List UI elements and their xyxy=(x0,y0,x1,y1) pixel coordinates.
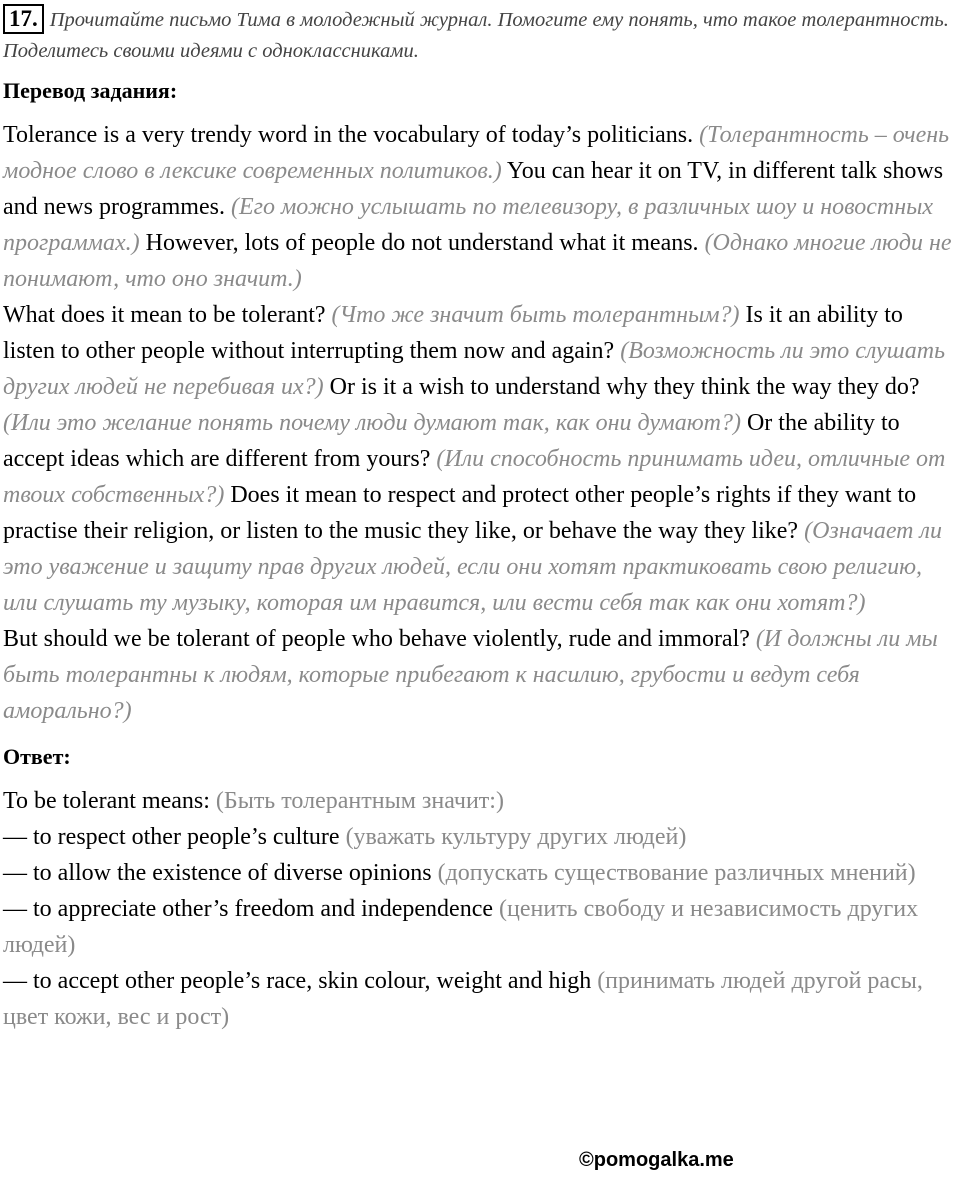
sentence-en: Is it an ability to listen to other people without interrupting them now and again? xyxy=(3,302,903,364)
sentence-ru: (Означает ли это уважение и защиту прав других людей, если они хотят практиковать свою религию, или слушать ту музыку, которая им нравится, или вести себя так как они хотят?) xyxy=(3,518,942,616)
answer-item-ru: (допускать существование различных мнений) xyxy=(437,860,916,886)
sentence-en: But should we be tolerant of people who behave violently, rude and immoral? xyxy=(3,626,750,652)
answer-heading: Ответ: xyxy=(3,744,71,769)
translation-paragraph xyxy=(3,621,958,729)
sentence-ru: (И должны ли мы быть толерантны к людям, которые прибегают к насилию, грубости и ведут себя аморально?) xyxy=(3,626,938,724)
task-number: 17. xyxy=(3,4,44,34)
answer-item-ru: (ценить свободу и независимость других людей) xyxy=(3,896,919,958)
sentence-ru: (Или способность принимать идеи, отличные от твоих собственных?) xyxy=(3,446,946,508)
answer-item-en: — to allow the existence of diverse opinions xyxy=(3,860,432,886)
answer-item xyxy=(3,855,958,891)
answer-item-en: — to accept other people’s race, skin colour, weight and high xyxy=(3,968,592,994)
translation-text xyxy=(3,117,958,729)
answer-intro-en: To be tolerant means: xyxy=(3,788,210,814)
answer-text xyxy=(3,783,958,1035)
sentence-en: You can hear it on TV, in different talk shows and news programmes. xyxy=(3,158,944,220)
translation-paragraph xyxy=(3,117,958,297)
answer-item-ru: (принимать людей другой расы, цвет кожи, вес и рост) xyxy=(3,968,923,1030)
watermark: ©pomogalka.me xyxy=(579,1149,734,1171)
answer-intro xyxy=(3,783,958,819)
sentence-en: Or the ability to accept ideas which are different from yours? xyxy=(3,410,900,472)
sentence-ru: (Толерантность – очень модное слово в лексике современных политиков.) xyxy=(3,122,950,184)
answer-item xyxy=(3,891,958,963)
answer-item xyxy=(3,819,958,855)
sentence-en: Does it mean to respect and protect other people’s rights if they want to practise their religion, or listen to the music they like, or behave the way they like? xyxy=(3,482,917,544)
sentence-ru: (Что же значит быть толерантным?) xyxy=(331,302,740,328)
answer-item-en: — to appreciate other’s freedom and independence xyxy=(3,896,494,922)
task-instruction-line xyxy=(3,4,958,67)
sentence-en: What does it mean to be tolerant? xyxy=(3,302,326,328)
sentence-ru: (Возможность ли это слушать других людей не перебивая их?) xyxy=(3,338,946,400)
sentence-ru: (Или это желание понять почему люди думают так, как они думают?) xyxy=(3,410,741,436)
answer-intro-ru: (Быть толерантным значит:) xyxy=(215,788,504,814)
translation-heading: Перевод задания: xyxy=(3,78,178,103)
translation-paragraph xyxy=(3,297,958,621)
answer-item-en: — to respect other people’s culture xyxy=(3,824,340,850)
sentence-ru: (Однако многие люди не понимают, что оно значит.) xyxy=(3,230,952,292)
sentence-ru: (Его можно услышать по телевизору, в различных шоу и новостных программах.) xyxy=(3,194,934,256)
sentence-en: Tolerance is a very trendy word in the vocabulary of today’s politicians. xyxy=(3,122,694,148)
document-page xyxy=(3,4,958,1035)
answer-item-ru: (уважать культуру других людей) xyxy=(345,824,687,850)
task-instruction: Прочитайте письмо Тима в молодежный журнал. Помогите ему понять, что такое толерантность. Поделитесь своими идеями с одноклассниками. xyxy=(3,9,949,62)
sentence-en: Or is it a wish to understand why they think the way they do? xyxy=(329,374,920,400)
answer-item xyxy=(3,963,958,1035)
sentence-en: However, lots of people do not understand what it means. xyxy=(145,230,699,256)
